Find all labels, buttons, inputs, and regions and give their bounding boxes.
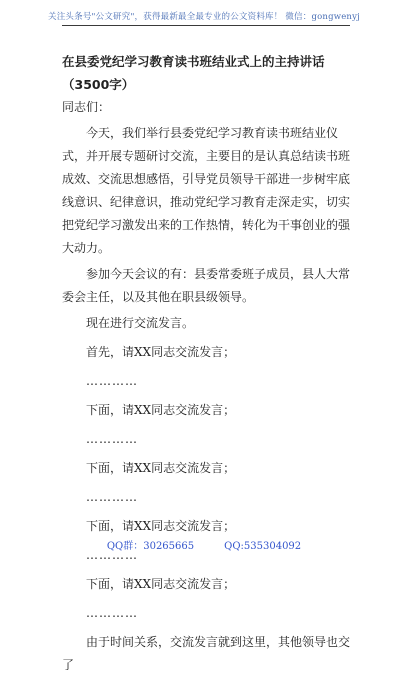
paragraph-exchange: 现在进行交流发言。 — [86, 316, 195, 330]
speaker-line: 下面，请XX同志交流发言； — [86, 403, 236, 417]
document-body — [62, 50, 352, 677]
header-divider — [62, 25, 350, 26]
speaker-line: 首先，请XX同志交流发言； — [86, 345, 236, 359]
header-note: 关注头条号"公文研究"，获得最新最全最专业的公文资料库！ 微信：gongwenyj — [48, 12, 360, 22]
footer-contact — [0, 537, 408, 552]
paragraph-attendees: 参加今天会议的有：县委常委班子成员，县人大常委会主任，以及其他在职县级领导。 — [62, 267, 351, 304]
footer-qq-group: QQ群：30265665 — [106, 541, 195, 552]
ellipsis-line: ………… — [86, 606, 138, 620]
closing-line: 由于时间关系，交流发言就到这里，其他领导也交了 — [62, 635, 351, 672]
speaker-line: 下面，请XX同志交流发言； — [86, 519, 236, 533]
document-title: 在县委党纪学习教育读书班结业式上的主持讲话（3500字） — [62, 54, 325, 92]
ellipsis-line: ………… — [86, 374, 138, 388]
footer-qq: QQ:535304092 — [224, 541, 302, 552]
ellipsis-line: ………… — [86, 432, 138, 446]
ellipsis-line: ………… — [86, 548, 138, 562]
salutation: 同志们： — [62, 100, 111, 114]
speaker-line: 下面，请XX同志交流发言； — [86, 461, 236, 475]
speaker-line: 下面，请XX同志交流发言； — [86, 577, 236, 591]
paragraph-intro: 今天，我们举行县委党纪学习教育读书班结业仪式，并开展专题研讨交流，主要目的是认真总结读书班成效、交流思想感悟，引导党员领导干部进一步树牢底线意识、纪律意识，推动党纪学习教育走深走实，切实把党纪学习激发出来的工作热情，转化为干事创业的强大动力。 — [62, 126, 351, 255]
ellipsis-line: ………… — [86, 490, 138, 504]
